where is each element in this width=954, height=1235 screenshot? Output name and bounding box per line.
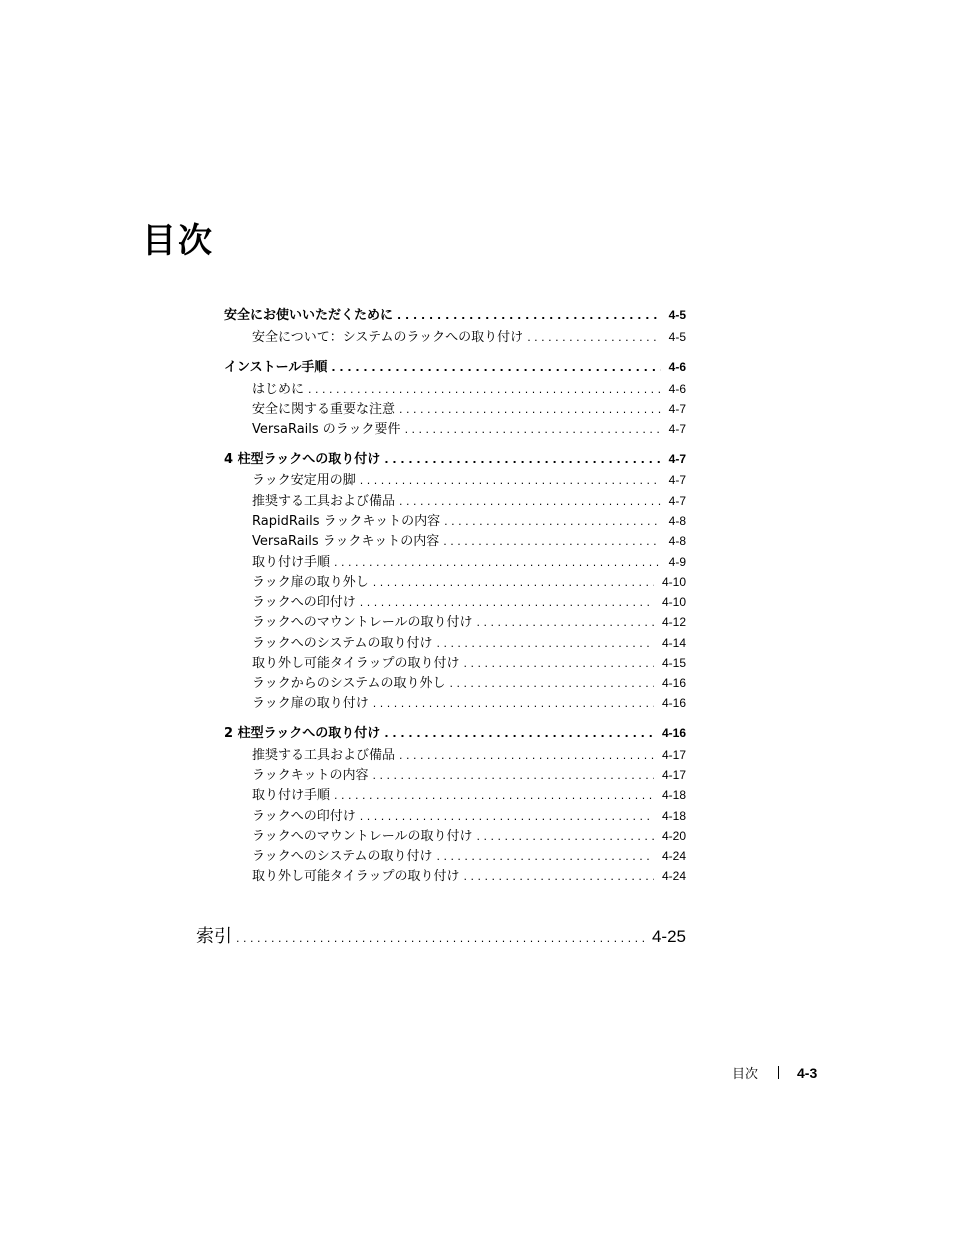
dot-leader [527,331,660,344]
toc-entry-page: 4-16 [661,726,686,740]
dot-leader [373,576,654,589]
footer-section-title: 目次 [732,1067,759,1082]
toc-entry-page: 4-6 [668,360,686,374]
dot-leader [443,535,660,548]
toc-entry-page: 4-17 [661,768,686,782]
toc-entry-label: 推奨する工具および備品 [252,494,396,509]
toc-entry[interactable] [252,418,686,438]
toc-entry-label: 安全に関する重要な注意 [252,402,396,417]
dot-leader [399,749,654,762]
toc-entry-label: ラックへの印付け [252,809,356,824]
dot-leader [399,495,661,508]
toc-entry-page: 4-17 [661,748,686,762]
dot-leader [449,677,654,690]
toc-entry-page: 4-5 [668,330,686,344]
toc-entry-page: 4-16 [661,696,686,710]
dot-leader [436,850,654,863]
toc-entry-label: ラック扉の取り付け [252,696,369,711]
dot-leader [236,932,644,945]
page-title: 目次 [142,221,214,261]
dot-leader [372,769,653,782]
toc-entry-page: 4-24 [661,849,686,863]
toc-entry-page: 4-7 [668,473,686,487]
toc-entry[interactable] [252,744,686,764]
toc-entry[interactable] [252,784,686,804]
toc-entry-label: ラックへのシステムの取り付け [252,849,433,864]
toc-entry-label: はじめに [252,382,305,397]
toc-entry-label: ラックへのシステムの取り付け [252,636,433,651]
dot-leader [463,870,653,883]
toc-entry[interactable] [224,304,686,324]
toc-entry[interactable] [252,652,686,672]
dot-leader [308,383,661,396]
toc-entry[interactable] [252,825,686,845]
toc-entry[interactable] [252,805,686,825]
toc-entry-label: ラックキットの内容 [252,768,369,783]
footer-divider [778,1066,779,1079]
toc-entry-label: VersaRails のラック要件 [252,422,401,437]
toc-entry[interactable] [252,571,686,591]
toc-entry-label: 取り付け手順 [252,788,331,803]
toc-entry[interactable] [252,611,686,631]
dot-leader [373,697,654,710]
dot-leader [476,616,653,629]
toc-entry-page: 4-18 [661,809,686,823]
toc-entry[interactable] [252,551,686,571]
toc-entry-page: 4-10 [661,575,686,589]
toc-entry-page: 4-12 [661,615,686,629]
toc-entry[interactable] [252,865,686,885]
toc-entry-page: 4-16 [661,676,686,690]
toc-entry[interactable] [252,326,686,346]
toc-entry-label: ラック安定用の脚 [252,473,356,488]
toc-entry-label: 取り外し可能タイラップの取り付け [252,869,460,884]
toc-entry-label: ラック扉の取り外し [252,575,369,590]
toc-entry[interactable] [252,591,686,611]
toc-entry[interactable] [224,356,686,376]
toc-entry-label: ラックからのシステムの取り外し [252,676,446,691]
toc-entry-label: 2 柱型ラックへの取り付け [224,726,381,741]
toc-entry[interactable] [252,469,686,489]
dot-leader [360,810,654,823]
toc-entry[interactable] [224,448,686,468]
toc-entry-page: 4-15 [661,656,686,670]
toc-entry-page: 4-24 [661,869,686,883]
toc-entry-page: 4-7 [668,494,686,508]
toc-entry[interactable] [252,764,686,784]
toc-entry-label: RapidRails ラックキットの内容 [252,514,441,529]
toc-entry-label: 安全にお使いいただくために [224,308,394,323]
toc-index-entry[interactable] [196,922,686,947]
toc-entry-label: 取り外し可能タイラップの取り付け [252,656,460,671]
toc-entry-page: 4-9 [668,555,686,569]
toc-entry[interactable] [252,845,686,865]
toc-entry[interactable] [252,510,686,530]
dot-leader [476,830,653,843]
toc-entry-label: VersaRails ラックキットの内容 [252,534,440,549]
toc-entry-page: 4-8 [668,514,686,528]
toc-entry[interactable] [252,490,686,510]
dot-leader [384,453,660,466]
dot-leader [436,637,654,650]
toc-entry-page: 4-10 [661,595,686,609]
toc-entry-page: 4-6 [668,382,686,396]
toc-entry-label: ラックへのマウントレールの取り付け [252,615,473,630]
toc-entry-label: ラックへの印付け [252,595,356,610]
dot-leader [399,403,661,416]
dot-leader [360,474,661,487]
toc-entry-page: 4-20 [661,829,686,843]
toc-entry[interactable] [252,632,686,652]
dot-leader [463,657,653,670]
toc-entry-page: 4-7 [668,422,686,436]
toc-index-page: 4-25 [651,927,686,946]
toc-entry-label: インストール手順 [224,360,328,375]
toc-entry-label: 4 柱型ラックへの取り付け [224,452,381,467]
dot-leader [334,789,654,802]
toc-entry[interactable] [252,398,686,418]
toc-entry[interactable] [252,672,686,692]
dot-leader [397,309,661,322]
dot-leader [360,596,654,609]
dot-leader [405,423,661,436]
toc-entry-label: ラックへのマウントレールの取り付け [252,829,473,844]
toc-entry-label: 安全について：システムのラックへの取り付け [252,330,524,345]
toc-entry-page: 4-7 [668,452,686,466]
dot-leader [444,515,661,528]
toc-entry-page: 4-8 [668,534,686,548]
toc-entry[interactable] [252,692,686,712]
toc-entry-page: 4-5 [668,308,686,322]
dot-leader [384,727,654,740]
toc-entry-label: 取り付け手順 [252,555,331,570]
dot-leader [334,556,661,569]
toc-entry-label: 推奨する工具および備品 [252,748,396,763]
toc-entry[interactable] [252,530,686,550]
toc-index-label: 索引 [196,926,232,947]
toc-entry-page: 4-7 [668,402,686,416]
footer-page-number: 4-3 [797,1064,818,1081]
toc-entry[interactable] [252,378,686,398]
toc-entry[interactable] [224,722,686,742]
toc-entry-page: 4-18 [661,788,686,802]
toc-entry-page: 4-14 [661,636,686,650]
dot-leader [331,361,660,374]
page-footer [732,1063,817,1082]
